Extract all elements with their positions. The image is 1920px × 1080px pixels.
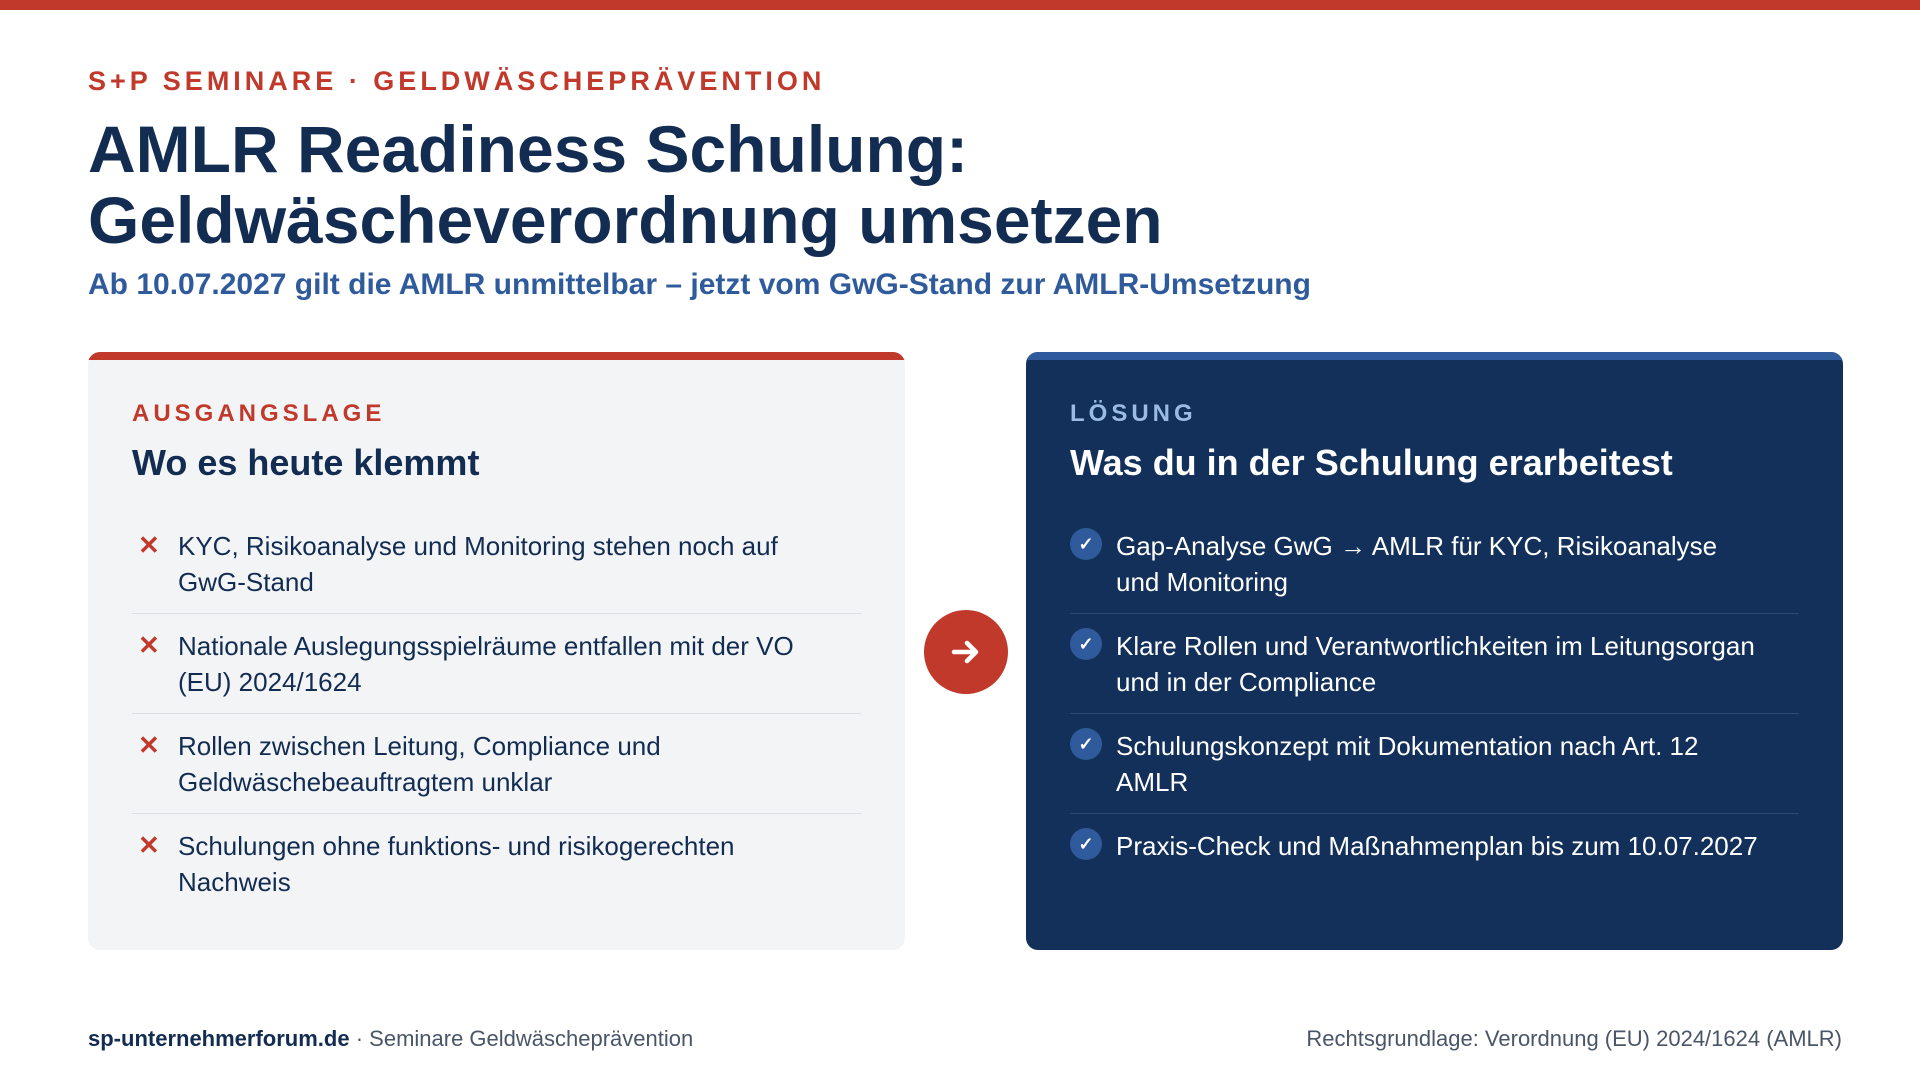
x-mark-icon: ✕ <box>138 530 160 560</box>
solution-list <box>1070 514 1799 914</box>
page-title-line-2: Geldwäscheverordnung umsetzen <box>88 183 1163 257</box>
solution-list-item <box>1070 714 1799 814</box>
footer-section-label: Seminare Geldwäscheprävention <box>369 1026 694 1051</box>
problem-card-title: Wo es heute klemmt <box>132 442 480 483</box>
check-circle-icon: ✓ <box>1070 728 1102 760</box>
solution-card-title: Was du in der Schulung erarbeitest <box>1070 442 1673 483</box>
problem-list-item <box>132 514 861 614</box>
page-title-line-1: AMLR Readiness Schulung: <box>88 112 969 186</box>
page-subtitle: Ab 10.07.2027 gilt die AMLR unmittelbar – jetzt vom GwG-Stand zur AMLR-Umsetzung <box>88 268 1311 301</box>
check-circle-icon: ✓ <box>1070 828 1102 860</box>
problem-list-item <box>132 814 861 914</box>
arrow-right-glyph <box>948 634 984 670</box>
footer-left <box>88 1026 693 1052</box>
problem-item-text: Rollen zwischen Leitung, Compliance und Geldwäschebeauftragtem unklar <box>178 731 661 797</box>
problem-card <box>88 352 905 950</box>
page-title <box>88 114 1688 256</box>
x-mark-icon: ✕ <box>138 730 160 760</box>
check-circle-icon: ✓ <box>1070 528 1102 560</box>
top-accent-bar <box>0 0 1920 10</box>
solution-item-text: Schulungskonzept mit Dokumentation nach Art. 12 AMLR <box>1116 731 1699 797</box>
solution-card-kicker: LÖSUNG <box>1070 400 1197 427</box>
x-mark-icon: ✕ <box>138 630 160 660</box>
problem-list <box>132 514 861 914</box>
problem-item-text: Nationale Auslegungsspielräume entfallen mit der VO (EU) 2024/1624 <box>178 631 794 697</box>
problem-list-item <box>132 614 861 714</box>
solution-item-text: Gap-Analyse GwG → AMLR für KYC, Risikoanalyse und Monitoring <box>1116 531 1718 597</box>
problem-item-text: Schulungen ohne funktions- und risikogerechten Nachweis <box>178 831 735 897</box>
x-mark-icon: ✕ <box>138 830 160 860</box>
problem-card-kicker: AUSGANGSLAGE <box>132 400 386 427</box>
problem-list-item <box>132 714 861 814</box>
footer-separator: · <box>349 1026 370 1051</box>
eyebrow-label: S+P SEMINARE · GELDWÄSCHEPRÄVENTION <box>88 66 826 96</box>
solution-card <box>1026 352 1843 950</box>
solution-item-text: Praxis-Check und Maßnahmenplan bis zum 10.07.2027 <box>1116 831 1758 861</box>
solution-list-item <box>1070 614 1799 714</box>
check-circle-icon: ✓ <box>1070 628 1102 660</box>
solution-list-item <box>1070 814 1799 914</box>
arrow-right-icon <box>924 610 1008 694</box>
footer-site-link[interactable]: sp-unternehmerforum.de <box>88 1026 350 1051</box>
problem-item-text: KYC, Risikoanalyse und Monitoring stehen noch auf GwG-Stand <box>178 531 778 597</box>
footer-legal-note: Rechtsgrundlage: Verordnung (EU) 2024/1624 (AMLR) <box>1306 1026 1842 1051</box>
solution-list-item <box>1070 514 1799 614</box>
solution-item-text: Klare Rollen und Verantwortlichkeiten im Leitungsorgan und in der Compliance <box>1116 631 1755 697</box>
